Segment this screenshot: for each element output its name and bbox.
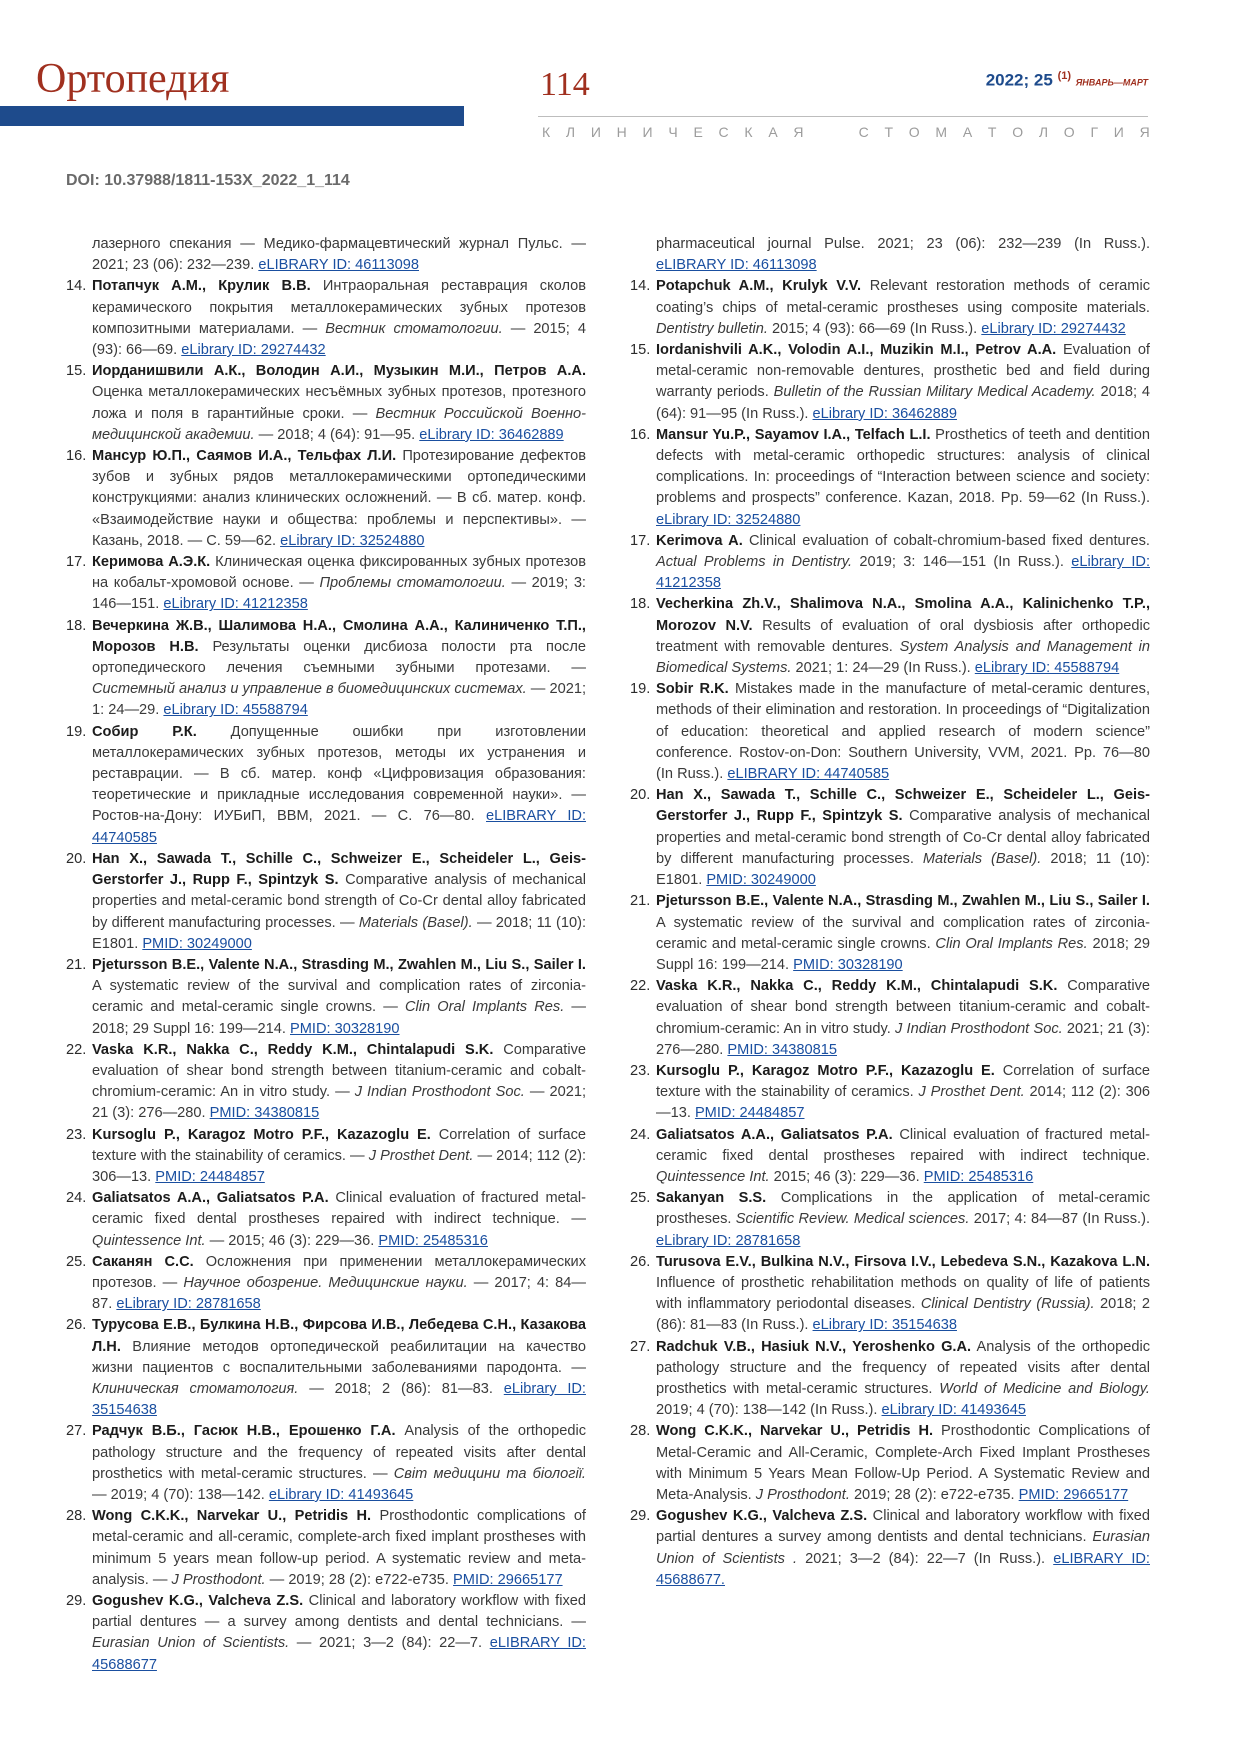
reference-journal: J Prosthodont. bbox=[755, 1486, 850, 1503]
reference-number: 20. bbox=[66, 850, 87, 867]
reference-citation: — 2018; 11 (10): E1801. bbox=[92, 914, 587, 952]
journal-name-letter: Г bbox=[1090, 124, 1099, 140]
reference-link[interactable]: PMID: 30249000 bbox=[142, 935, 252, 952]
reference-text: Результаты оценки дисбиоза полости рта после ортопедического лечения съемными зубными протезами. — bbox=[92, 638, 586, 677]
journal-name-letter: О bbox=[1012, 124, 1024, 140]
reference-citation: — 2021; 1: 24—29. bbox=[92, 681, 586, 719]
reference-item bbox=[66, 446, 586, 552]
reference-link[interactable]: eLIBRARY ID: 45688677. bbox=[656, 1550, 1150, 1588]
reference-journal: Проблемы стоматологии. bbox=[319, 575, 506, 592]
reference-item bbox=[66, 1506, 586, 1591]
reference-text: Clinical evaluation of cobalt-chromium-based fixed dentures. bbox=[749, 532, 1150, 549]
references-english-column bbox=[630, 234, 1150, 1591]
reference-journal: World of Medicine and Biology. bbox=[939, 1380, 1150, 1397]
reference-authors: Kursoglu P., Karagoz Motro P.F., Kazazoglu E. bbox=[92, 1126, 431, 1143]
journal-name-letter: Т bbox=[987, 124, 997, 140]
reference-text: Evaluation of metal-ceramic non-removable dentures, prosthetic bed and field during warranty periods. bbox=[656, 342, 1150, 401]
reference-text: Analysis of the orthopedic pathology structure and the frequency of repeated visits after dental prosthetics with metal-ceramic structures. — bbox=[92, 1423, 586, 1482]
reference-citation: 2015; 46 (3): 229—36. bbox=[773, 1168, 920, 1185]
reference-journal: Bulletin of the Russian Military Medical Academy. bbox=[773, 384, 1096, 401]
reference-journal: Системный анализ и управление в биомедицинских системах. bbox=[92, 681, 527, 698]
reference-link[interactable]: PMID: 24484857 bbox=[694, 1105, 805, 1122]
doi: DOI: 10.37988/1811-153X_2022_1_114 bbox=[66, 172, 350, 189]
reference-citation: 2018; 11 (10): E1801. bbox=[656, 850, 1150, 889]
reference-link[interactable]: eLibrary ID: 36462889 bbox=[419, 426, 564, 443]
reference-authors: Мансур Ю.П., Саямов И.А., Тельфах Л.И. bbox=[92, 448, 397, 465]
reference-item bbox=[630, 1421, 1150, 1506]
reference-item bbox=[630, 594, 1150, 679]
reference-link[interactable]: eLibrary ID: 45588794 bbox=[163, 702, 308, 719]
journal-name-letter: С bbox=[718, 124, 729, 140]
issue-number: (1) bbox=[1057, 70, 1072, 82]
reference-number: 17. bbox=[630, 532, 651, 549]
reference-citation: 2019; 3: 146—151 (In Russ.). bbox=[859, 554, 1064, 571]
reference-link[interactable]: eLibrary ID: 41212358 bbox=[656, 554, 1150, 592]
reference-authors: Kursoglu P., Karagoz Motro P.F., Kazazoglu E. bbox=[656, 1062, 995, 1079]
reference-authors: Собир Р.К. bbox=[92, 723, 197, 740]
reference-item bbox=[630, 276, 1150, 340]
reference-journal: Clin Oral Implants Res. bbox=[935, 935, 1088, 952]
reference-text: Results of evaluation of oral dysbiosis after orthopedic treatment with removable dentures. bbox=[656, 617, 1150, 655]
reference-citation: 2019; 4 (70): 138—142 (In Russ.). bbox=[656, 1402, 878, 1419]
issue-volume: 25 bbox=[1033, 70, 1053, 90]
reference-authors: Radchuk V.B., Hasiuk N.V., Yeroshenko G.A. bbox=[656, 1338, 972, 1355]
reference-citation: — 2021; 21 (3): 276—280. bbox=[92, 1084, 586, 1122]
reference-text: Оценка металлокерамических несъёмных зубных протезов, протезного ложа и поля в гарантийные сроки. — bbox=[92, 384, 586, 422]
reference-link[interactable]: eLIBRARY ID: 46113098 bbox=[258, 257, 419, 274]
reference-authors: Mansur Yu.P., Sayamov I.A., Telfach L.I. bbox=[656, 426, 931, 443]
reference-item bbox=[66, 1188, 586, 1252]
reference-link[interactable]: PMID: 25485316 bbox=[923, 1168, 1034, 1185]
reference-citation: 2019; 28 (2): e722-e735. bbox=[853, 1486, 1015, 1503]
reference-citation: — 2019; 4 (70): 138—142. bbox=[92, 1486, 265, 1503]
reference-journal: Scientific Review. Medical sciences. bbox=[735, 1211, 970, 1228]
journal-name-letter: А bbox=[962, 124, 973, 140]
reference-number: 21. bbox=[66, 956, 87, 973]
journal-name-letter: Л bbox=[565, 124, 576, 140]
reference-citation: 2017; 4: 84—87 (In Russ.). bbox=[973, 1211, 1150, 1228]
journal-name-letter: И bbox=[1113, 124, 1124, 140]
journal-name-letter: С bbox=[858, 124, 869, 140]
reference-authors: Han X., Sawada T., Schille C., Schweizer E., Scheideler L., Geis-Gerstorfer J., Rupp F., Spintzyk S. bbox=[656, 787, 1150, 825]
reference-item bbox=[630, 1337, 1150, 1422]
reference-journal: Eurasian Union of Scientists . bbox=[656, 1529, 1151, 1567]
reference-number: 14. bbox=[66, 278, 87, 295]
issue-info bbox=[986, 70, 1148, 91]
reference-item bbox=[630, 679, 1150, 785]
reference-number: 27. bbox=[66, 1423, 87, 1440]
reference-link[interactable]: PMID: 34380815 bbox=[727, 1041, 837, 1058]
reference-item bbox=[630, 234, 1150, 276]
reference-number: 22. bbox=[630, 978, 651, 995]
reference-authors: Радчук В.Б., Гасюк Н.В., Ерошенко Г.А. bbox=[92, 1423, 396, 1440]
reference-citation: 2018; 4 (64): 91—95 (In Russ.). bbox=[656, 384, 1151, 422]
section-title: Ортопедия bbox=[36, 56, 230, 102]
reference-item bbox=[66, 955, 586, 1040]
reference-link[interactable]: eLIBRARY ID: 45688677 bbox=[92, 1635, 586, 1673]
journal-name-letter: К bbox=[744, 124, 753, 140]
reference-journal: Клиническая стоматология. bbox=[92, 1380, 299, 1397]
reference-authors: Wong C.K.K., Narvekar U., Petridis H. bbox=[92, 1508, 372, 1525]
reference-link[interactable]: PMID: 29665177 bbox=[1018, 1486, 1129, 1503]
reference-text: Comparative evaluation of shear bond strength between titanium-ceramic and cobalt-chromium-ceramic: An in vitro study. bbox=[656, 978, 1150, 1037]
reference-link[interactable]: eLibrary ID: 29274432 bbox=[181, 342, 326, 359]
header-rule bbox=[538, 116, 1148, 117]
reference-link[interactable]: PMID: 30249000 bbox=[706, 872, 816, 889]
reference-link[interactable]: eLibrary ID: 41493645 bbox=[268, 1486, 414, 1503]
reference-authors: Iordanishvili A.K., Volodin A.I., Muzikin M.I., Petrov A.A. bbox=[656, 342, 1057, 359]
reference-link[interactable]: eLIBRARY ID: 44740585 bbox=[727, 766, 890, 783]
journal-name-letter: Л bbox=[1038, 124, 1049, 140]
reference-number: 26. bbox=[630, 1253, 651, 1270]
journal-name-letter: И bbox=[590, 124, 601, 140]
reference-authors: Вечеркина Ж.В., Шалимова Н.А., Смолина А.А., Калиниченко Т.П., Морозов Н.В. bbox=[92, 617, 586, 655]
reference-item bbox=[630, 340, 1150, 425]
reference-journal: J Prosthet Dent. bbox=[368, 1147, 474, 1164]
reference-authors: Pjetursson B.E., Valente N.A., Strasding M., Zwahlen M., Liu S., Sailer I. bbox=[92, 956, 586, 973]
reference-journal: Materials (Basel). bbox=[358, 914, 473, 931]
reference-authors: Gogushev K.G., Valcheva Z.S. bbox=[656, 1508, 868, 1525]
reference-citation: 2018; 2 (86): 81—83 (In Russ.). bbox=[656, 1296, 1150, 1334]
reference-citation: — 2018; 2 (86): 81—83. bbox=[309, 1380, 493, 1397]
reference-item bbox=[66, 1315, 586, 1421]
reference-item bbox=[630, 425, 1150, 531]
reference-citation: — 2019; 3: 146—151. bbox=[92, 575, 586, 613]
reference-text: pharmaceutical journal Pulse. 2021; 23 (06): 232—239 (In Russ.). bbox=[656, 236, 1150, 252]
reference-number: 25. bbox=[630, 1190, 651, 1207]
reference-authors: Саканян С.С. bbox=[92, 1253, 194, 1270]
reference-number: 24. bbox=[630, 1126, 651, 1143]
reference-number: 28. bbox=[630, 1423, 651, 1440]
journal-name-letter: Ч bbox=[668, 124, 678, 140]
reference-number: 17. bbox=[66, 554, 87, 571]
reference-text: Prosthodontic complications of metal-ceramic and all-ceramic, complete-arch fixed implant prostheses with minimum 5 years mean follow-up period. A systematic review and meta-analysis. — bbox=[92, 1508, 586, 1588]
reference-journal: Eurasian Union of Scientists. bbox=[92, 1635, 290, 1652]
reference-citation: 2018; 29 Suppl 16: 199—214. bbox=[656, 935, 1150, 973]
reference-text: Comparative analysis of mechanical properties and metal-ceramic bond strength of Co-Cr dental alloy fabricated by different manufacturing processes. bbox=[656, 808, 1150, 867]
reference-journal: System Analysis and Management in Biomedical Systems. bbox=[656, 638, 1150, 677]
reference-link[interactable]: PMID: 25485316 bbox=[378, 1232, 488, 1249]
reference-link[interactable]: PMID: 24484857 bbox=[155, 1168, 265, 1185]
reference-item bbox=[630, 1125, 1150, 1189]
reference-text: Осложнения при применении металлокерамических протезов. — bbox=[92, 1253, 586, 1291]
reference-link[interactable]: PMID: 30328190 bbox=[793, 956, 903, 973]
reference-journal: Quintessence Int. bbox=[656, 1168, 770, 1185]
reference-text: A systematic review of the survival and complication rates of zirconia-ceramic and metal-ceramic single crowns. bbox=[656, 914, 1150, 952]
reference-text: Influence of prosthetic rehabilitation methods on quality of life of patients with inflammatory periodontal diseases. bbox=[656, 1274, 1150, 1313]
reference-text: Допущенные ошибки при изготовлении металлокерамических зубных протезов, методы их устранения и реставрации. — В сб. матер. конф «Цифровизация образования: теоретические и прикладные исследования современной науки». — Ростов-на-Дону: ИУБиП, ВВМ, 2021. — С. 76—80. bbox=[92, 723, 586, 825]
journal-name-letter: Я bbox=[793, 124, 804, 140]
section-color-bar bbox=[0, 106, 464, 126]
reference-number: 29. bbox=[630, 1508, 651, 1525]
journal-name-letter: Т bbox=[884, 124, 893, 140]
reference-number: 18. bbox=[66, 617, 87, 634]
reference-item bbox=[66, 849, 586, 955]
reference-journal: Світ медицини та біології. bbox=[393, 1465, 586, 1482]
reference-citation: — 2017; 4: 84—87. bbox=[92, 1274, 586, 1313]
reference-link[interactable]: eLibrary ID: 36462889 bbox=[812, 405, 957, 422]
reference-number: 29. bbox=[66, 1593, 87, 1609]
reference-citation: — 2015; 4 (93): 66—69. bbox=[92, 320, 586, 359]
reference-number: 14. bbox=[630, 278, 651, 295]
reference-authors: Sakanyan S.S. bbox=[656, 1190, 767, 1207]
journal-name-letter: О bbox=[908, 124, 920, 140]
reference-citation: — 2018; 4 (64): 91—95. bbox=[258, 426, 416, 443]
reference-number: 21. bbox=[630, 893, 651, 910]
reference-authors: Turusova E.V., Bulkina N.V., Firsova I.V., Lebedeva S.N., Kazakova L.N. bbox=[656, 1253, 1150, 1270]
reference-number: 27. bbox=[630, 1338, 651, 1355]
reference-authors: Galiatsatos A.A., Galiatsatos P.A. bbox=[92, 1190, 329, 1207]
reference-authors: Gogushev K.G., Valcheva Z.S. bbox=[92, 1593, 304, 1609]
reference-link[interactable]: eLIBRARY ID: 44740585 bbox=[92, 808, 587, 846]
reference-link[interactable]: eLibrary ID: 32524880 bbox=[280, 532, 425, 549]
reference-text: Correlation of surface texture with the stainability of ceramics. bbox=[656, 1062, 1150, 1101]
reference-text: Clinical and laboratory workflow with fixed partial dentures — a survey among dentists and dental technicians. — bbox=[92, 1593, 586, 1631]
reference-number: 23. bbox=[630, 1062, 651, 1079]
issue-year: 2022; bbox=[985, 70, 1030, 90]
reference-text: Clinical evaluation of fractured metal-ceramic fixed dental prostheses repaired with indirect technique. bbox=[656, 1126, 1150, 1164]
reference-link[interactable]: eLibrary ID: 35154638 bbox=[812, 1317, 957, 1334]
reference-item bbox=[630, 1188, 1150, 1252]
reference-authors: Pjetursson B.E., Valente N.A., Strasding M., Zwahlen M., Liu S., Sailer I. bbox=[656, 893, 1150, 910]
reference-number: 19. bbox=[630, 681, 651, 698]
journal-name-letter: Я bbox=[1139, 124, 1150, 140]
reference-item bbox=[66, 552, 586, 616]
reference-text: Prosthetics of teeth and dentition defects with metal-ceramic orthopedic structures: analysis of clinical complications. In: proceedings of “Interaction between science and society: problems and prospects” conference. Kazan, 2018. Pp. 59—62 (In Russ.). bbox=[656, 426, 1150, 507]
reference-number: 22. bbox=[66, 1041, 87, 1058]
reference-link[interactable]: PMID: 30328190 bbox=[290, 1020, 400, 1037]
reference-journal: Dentistry bulletin. bbox=[656, 320, 768, 337]
reference-number: 23. bbox=[66, 1126, 87, 1143]
reference-citation: 2021; 1: 24—29 (In Russ.). bbox=[795, 660, 971, 677]
reference-authors: Vaska K.R., Nakka C., Reddy K.M., Chintalapudi S.K. bbox=[656, 978, 1058, 995]
reference-item bbox=[66, 1591, 586, 1676]
reference-journal: Научное обозрение. Медицинские науки. bbox=[183, 1274, 468, 1291]
reference-number: 15. bbox=[630, 342, 651, 359]
reference-text: Mistakes made in the manufacture of metal-ceramic dentures, methods of their elimination and restoration. In proceedings of “Digitalization of education: theoretical and applied research of modern science” conference. Rostov-on-Don: Southern University, VVM, 2021. Pp. 76—80 (In Russ.). bbox=[656, 681, 1151, 783]
journal-name-letter: И bbox=[642, 124, 653, 140]
reference-journal: Вестник Российской Военно-медицинской академии. bbox=[92, 405, 587, 443]
reference-journal: Вестник стоматологии. bbox=[325, 320, 503, 337]
reference-text: Comparative evaluation of shear bond strength between titanium-ceramic and cobalt-chromium-ceramic: An in vitro study. — bbox=[92, 1041, 586, 1101]
reference-text: лазерного спекания — Медико-фармацевтический журнал Пульс. — 2021; 23 (06): 232—239. bbox=[92, 236, 586, 274]
journal-name-letter: Н bbox=[616, 124, 627, 140]
reference-text: Complications in the application of metal-ceramic prostheses. bbox=[656, 1190, 1150, 1228]
reference-number: 16. bbox=[66, 448, 87, 465]
reference-text: Интраоральная реставрация сколов керамического покрытия металлокерамических зубных протезов композитными материалами. — bbox=[92, 278, 586, 337]
reference-item bbox=[66, 1040, 586, 1125]
reference-authors: Потапчук А.М., Крулик В.В. bbox=[92, 278, 311, 295]
reference-authors: Han X., Sawada T., Schille C., Schweizer E., Scheideler L., Geis-Gerstorfer J., Rupp F., Spintzyk S. bbox=[92, 850, 586, 889]
reference-item bbox=[66, 276, 586, 361]
reference-item bbox=[66, 616, 586, 722]
reference-link[interactable]: eLibrary ID: 28781658 bbox=[656, 1232, 801, 1249]
reference-link[interactable]: eLibrary ID: 45588794 bbox=[974, 660, 1120, 677]
reference-number: 16. bbox=[630, 426, 651, 443]
reference-journal: Actual Problems in Dentistry. bbox=[656, 554, 853, 571]
reference-item bbox=[66, 361, 586, 446]
reference-link[interactable]: eLibrary ID: 32524880 bbox=[656, 511, 801, 528]
reference-authors: Керимова А.Э.К. bbox=[92, 554, 211, 571]
reference-link[interactable]: eLibrary ID: 35154638 bbox=[92, 1380, 586, 1419]
journal-name bbox=[542, 124, 1150, 140]
reference-text: Analysis of the orthopedic pathology structure and the frequency of repeated visits after dental prosthetics with metal-ceramic structures. bbox=[656, 1338, 1150, 1397]
journal-name-letter: К bbox=[542, 124, 551, 140]
reference-number: 26. bbox=[66, 1317, 87, 1334]
reference-citation: — 2014; 112 (2): 306—13. bbox=[92, 1147, 586, 1185]
reference-item bbox=[66, 1252, 586, 1316]
reference-number: 25. bbox=[66, 1253, 87, 1270]
reference-authors: Vecherkina Zh.V., Shalimova N.A., Smolina A.A., Kalinichenko T.P., Morozov N.V. bbox=[656, 596, 1150, 634]
reference-number: 15. bbox=[66, 363, 87, 380]
reference-link[interactable]: eLibrary ID: 41212358 bbox=[163, 596, 308, 613]
reference-item bbox=[630, 531, 1150, 595]
reference-authors: Турусова Е.В., Булкина Н.В., Фирсова И.В., Лебедева С.Н., Казакова Л.Н. bbox=[92, 1317, 586, 1355]
reference-journal: J Indian Prosthodont Soc. bbox=[895, 1020, 1063, 1037]
reference-authors: Kerimova A. bbox=[656, 532, 743, 549]
references-russian-column bbox=[66, 234, 586, 1676]
reference-citation: 2014; 112 (2): 306—13. bbox=[656, 1084, 1151, 1122]
reference-text: Clinical evaluation of fractured metal-ceramic fixed dental prostheses repaired with indirect technique. — bbox=[92, 1190, 586, 1228]
reference-journal: Clin Oral Implants Res. bbox=[404, 999, 565, 1016]
issue-months: ЯНВАРЬ—МАРТ bbox=[1075, 77, 1148, 88]
journal-name-letter bbox=[819, 124, 823, 140]
reference-number: 18. bbox=[630, 596, 651, 613]
reference-journal: J Prosthodont. bbox=[171, 1571, 266, 1588]
reference-journal: J Indian Prosthodont Soc. bbox=[354, 1084, 525, 1101]
reference-authors: Sobir R.K. bbox=[656, 681, 729, 698]
reference-item bbox=[66, 1125, 586, 1189]
journal-name-letter bbox=[839, 124, 843, 140]
reference-link[interactable]: eLIBRARY ID: 46113098 bbox=[656, 257, 817, 274]
reference-number: 19. bbox=[66, 723, 87, 740]
reference-authors: Иорданишвили А.К., Володин А.И., Музыкин М.И., Петров А.А. bbox=[92, 363, 586, 380]
reference-authors: Galiatsatos A.A., Galiatsatos P.A. bbox=[656, 1126, 893, 1143]
reference-citation: — 2015; 46 (3): 229—36. bbox=[209, 1232, 375, 1249]
reference-item bbox=[66, 722, 586, 849]
journal-name-letter: М bbox=[935, 124, 948, 140]
reference-journal: J Prosthet Dent. bbox=[918, 1084, 1025, 1101]
reference-text: Correlation of surface texture with the stainability of ceramics. — bbox=[92, 1126, 586, 1164]
reference-citation: — 2021; 3—2 (84): 22—7. bbox=[296, 1635, 483, 1652]
reference-link[interactable]: eLibrary ID: 41493645 bbox=[881, 1402, 1026, 1419]
reference-item bbox=[630, 976, 1150, 1061]
page-number: 114 bbox=[540, 66, 590, 103]
reference-link[interactable]: eLibrary ID: 29274432 bbox=[981, 320, 1126, 337]
reference-item bbox=[630, 891, 1150, 976]
reference-text: Relevant restoration methods of ceramic coating’s chips of metal-ceramic prostheses using composite materials. bbox=[656, 278, 1150, 316]
reference-link[interactable]: PMID: 29665177 bbox=[453, 1571, 563, 1588]
reference-journal: Materials (Basel). bbox=[922, 850, 1042, 867]
reference-citation: 2015; 4 (93): 66—69 (In Russ.). bbox=[772, 320, 978, 337]
reference-citation: 2021; 3—2 (84): 22—7 (In Russ.). bbox=[805, 1550, 1046, 1567]
reference-citation: — 2019; 28 (2): e722-e735. bbox=[269, 1571, 449, 1588]
reference-item bbox=[66, 234, 586, 276]
journal-name-letter: А bbox=[768, 124, 778, 140]
reference-text: Протезирование дефектов зубов и зубных рядов металлокерамическими ортопедическими конструкциями: анализ клинических осложнений. — В сб. матер. конф. «Взаимодействие науки и общества: проблемы и перспективы». — Казань, 2018. — С. 59—62. bbox=[92, 448, 586, 549]
reference-item bbox=[630, 1252, 1150, 1337]
reference-text: Клиническая оценка фиксированных зубных протезов на кобальт-хромовой основе. — bbox=[92, 554, 586, 592]
reference-text: Prosthodontic Complications of Metal-Ceramic and All-Ceramic, Complete-Arch Fixed Implant Prostheses with Minimum 5 Years Mean Follow-Up Period. A Systematic Review and Meta-Analysis. bbox=[656, 1423, 1150, 1503]
reference-item bbox=[630, 785, 1150, 891]
reference-authors: Vaska K.R., Nakka C., Reddy K.M., Chintalapudi S.K. bbox=[92, 1041, 494, 1058]
reference-journal: Clinical Dentistry (Russia). bbox=[920, 1296, 1095, 1313]
reference-text: A systematic review of the survival and complication rates of zirconia-ceramic and metal-ceramic single crowns. — bbox=[92, 978, 586, 1016]
reference-item bbox=[66, 1421, 586, 1506]
reference-text: Comparative analysis of mechanical properties and metal-ceramic bond strength of Co-Cr dental alloy fabricated by different manufacturing processes. — bbox=[92, 872, 586, 931]
journal-name-letter: Е bbox=[693, 124, 703, 140]
reference-authors: Wong C.K.K., Narvekar U., Petridis H. bbox=[656, 1423, 934, 1440]
reference-citation: — 2018; 29 Suppl 16: 199—214. bbox=[92, 999, 587, 1037]
reference-authors: Potapchuk A.M., Krulyk V.V. bbox=[656, 278, 862, 295]
reference-item bbox=[630, 1061, 1150, 1125]
reference-number: 28. bbox=[66, 1508, 87, 1525]
reference-text: Влияние методов ортопедической реабилитации на качество жизни пациентов с воспалительными заболеваниями пародонта. — bbox=[92, 1338, 586, 1376]
reference-number: 24. bbox=[66, 1190, 87, 1207]
reference-journal: Quintessence Int. bbox=[92, 1232, 206, 1249]
reference-citation: 2021; 21 (3): 276—280. bbox=[656, 1020, 1150, 1058]
reference-text: Clinical and laboratory workflow with fixed partial dentures a survey among dentists and dental technicians. bbox=[656, 1508, 1150, 1546]
reference-link[interactable]: PMID: 34380815 bbox=[209, 1105, 320, 1122]
reference-item bbox=[630, 1506, 1150, 1591]
journal-name-letter: О bbox=[1063, 124, 1075, 140]
reference-link[interactable]: eLibrary ID: 28781658 bbox=[116, 1296, 261, 1313]
reference-number: 20. bbox=[630, 787, 651, 804]
